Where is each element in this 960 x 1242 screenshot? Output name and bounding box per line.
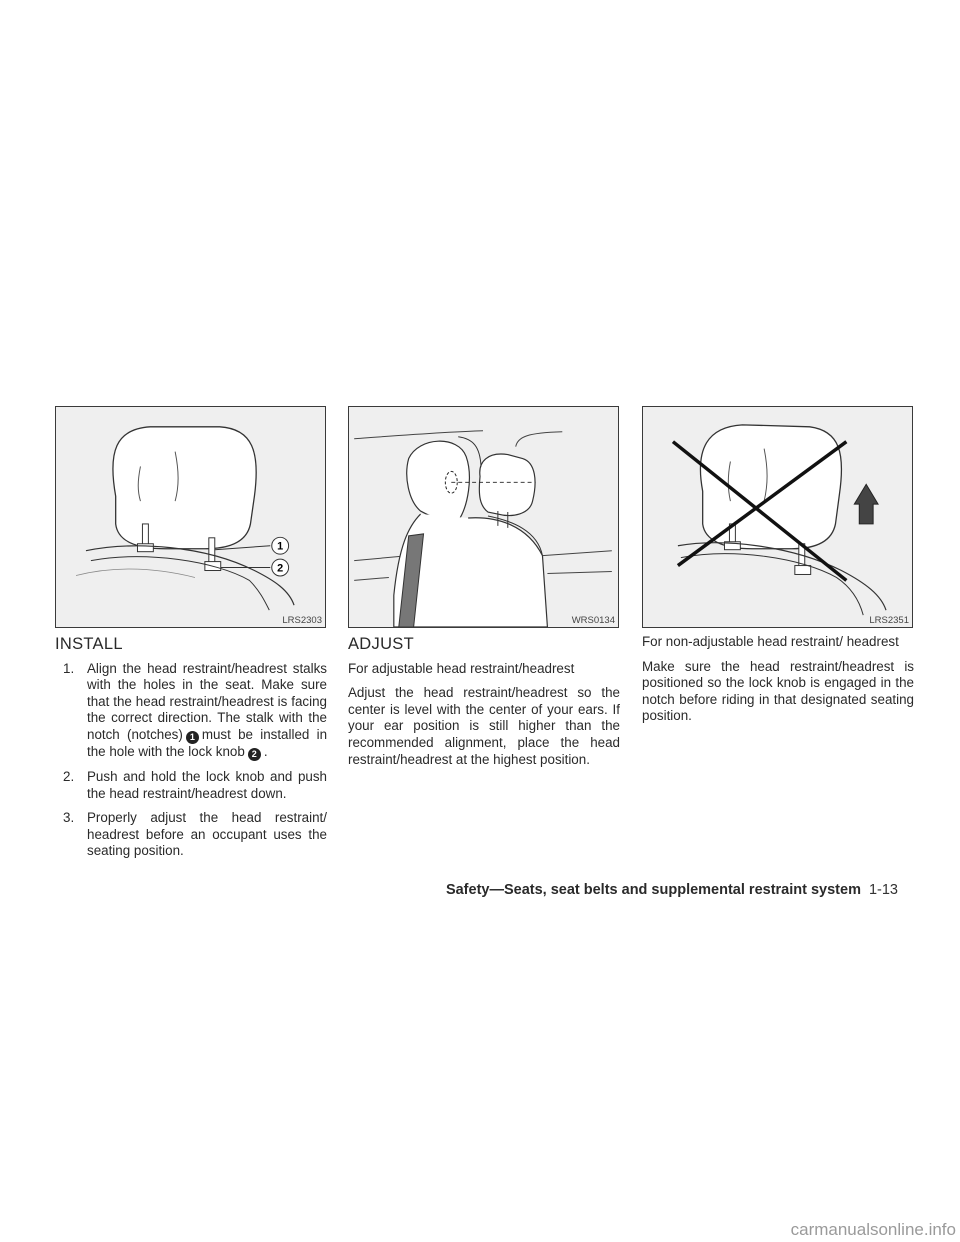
install-illustration <box>55 406 326 628</box>
nonadjustable-subheading: For non-adjustable head restraint/ headrest <box>642 634 899 649</box>
install-section <box>55 632 327 868</box>
figure-code: WRS0134 <box>571 615 615 626</box>
nonadjustable-section <box>642 634 914 733</box>
occupant-headrest-drawing <box>349 407 618 627</box>
adjust-heading: ADJUST <box>348 635 414 653</box>
crossed-headrest-drawing <box>643 407 912 627</box>
adjust-subheading: For adjustable head restraint/headrest <box>348 660 575 676</box>
install-steps <box>55 661 327 860</box>
install-step-3: 3. Properly adjust the head restraint/ headrest before an occupant uses the seating position. <box>63 810 327 859</box>
callout-2: 2 <box>277 562 284 575</box>
install-step-1: 1. Align the head restraint/headrest stalks with the holes in the seat. Make sure that the head restraint/headrest is facing the correct direction. The stalk with the notch (notches) 1 must be installed in the hole with the lock knob 2 . <box>63 660 328 759</box>
callout-1: 1 <box>277 540 284 553</box>
install-heading: INSTALL <box>55 635 123 653</box>
page-footer <box>446 882 898 898</box>
figure-code: LRS2351 <box>869 615 909 626</box>
adjust-section <box>348 632 620 776</box>
watermark: carmanualsonline.info <box>790 1220 956 1239</box>
figure-code: LRS2303 <box>282 615 322 626</box>
callout-2-icon: 2 <box>248 748 261 761</box>
incorrect-removal-illustration <box>642 406 913 628</box>
install-step-2: 2. Push and hold the lock knob and push the head restraint/headrest down. <box>63 768 327 801</box>
page-number: 1-13 <box>868 882 898 898</box>
adjust-body: Adjust the head restraint/headrest so the center is level with the center of your ears. If your ear position is still higher than the recommended alignment, place the head restraint/headrest at the highest position. <box>348 685 620 767</box>
adjust-illustration <box>348 406 619 628</box>
section-title: Safety—Seats, seat belts and supplemental restraint system <box>445 882 861 898</box>
headrest-install-drawing <box>56 407 325 627</box>
callout-1-icon: 1 <box>186 731 199 744</box>
nonadjustable-body: Make sure the head restraint/headrest is positioned so the lock knob is engaged in the notch before riding in that designated seating position. <box>642 658 914 724</box>
